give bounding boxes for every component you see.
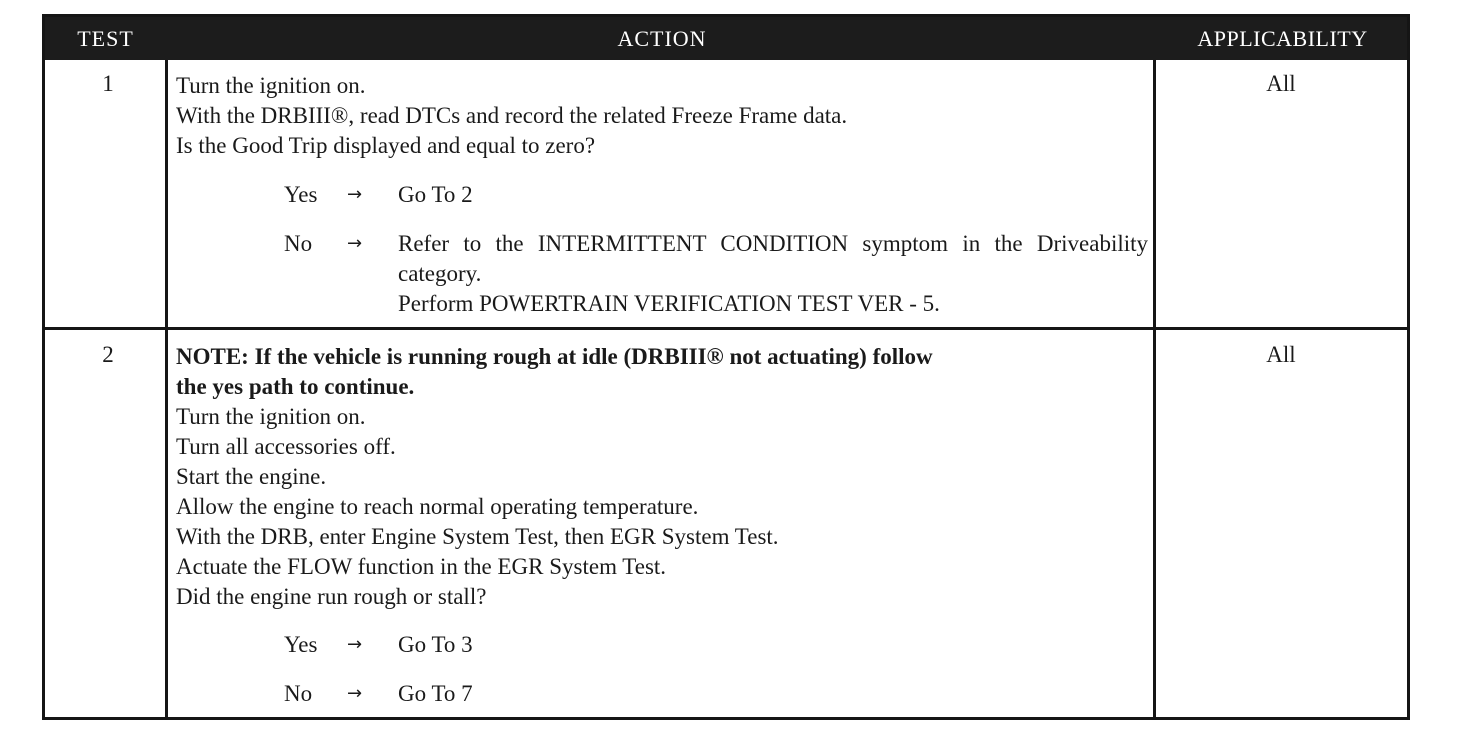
action-line: Is the Good Trip displayed and equal to zero? [176, 133, 596, 158]
action-line: Turn the ignition on. [176, 404, 366, 429]
no-target: Refer to the INTERMITTENT CONDITION symptom in the Driveability category. [398, 231, 1148, 286]
action-steps [176, 71, 847, 161]
no-target-continued: Perform POWERTRAIN VERIFICATION TEST VER - 5. [398, 291, 940, 316]
action-line: Actuate the FLOW function in the EGR System Test. [176, 554, 667, 579]
note-text: the yes path to continue. [176, 374, 415, 399]
header-test: TEST [77, 26, 134, 51]
column-divider [1153, 60, 1156, 720]
action-line: With the DRBIII®, read DTCs and record the related Freeze Frame data. [176, 103, 848, 128]
test-number: 1 [102, 71, 114, 96]
no-label: No [284, 681, 313, 706]
action-line: Turn the ignition on. [176, 73, 366, 98]
diagnostic-table [42, 14, 1410, 720]
arrow-icon: → [347, 184, 363, 205]
applicability-value: All [1266, 342, 1296, 367]
header-action: ACTION [617, 26, 707, 51]
table-header [45, 17, 1407, 60]
header-applicability: APPLICABILITY [1197, 26, 1368, 51]
test-number: 2 [102, 342, 114, 367]
note-text: NOTE: If the vehicle is running rough at idle (DRBIII® not actuating) follow [176, 344, 933, 369]
yes-label: Yes [284, 182, 318, 207]
row-divider [45, 327, 1407, 330]
yes-target: Go To 3 [398, 632, 473, 657]
arrow-icon: → [347, 634, 363, 655]
action-line: With the DRB, enter Engine System Test, then EGR System Test. [176, 524, 779, 549]
arrow-icon: → [347, 683, 363, 704]
applicability-value: All [1266, 71, 1296, 96]
no-target: Go To 7 [398, 681, 473, 706]
no-label: No [284, 231, 313, 256]
action-line: Start the engine. [176, 464, 327, 489]
action-line: Did the engine run rough or stall? [176, 584, 487, 609]
action-steps [176, 342, 933, 612]
action-line: Allow the engine to reach normal operating temperature. [176, 494, 699, 519]
column-divider [165, 60, 168, 720]
yes-target: Go To 2 [398, 182, 473, 207]
arrow-icon: → [347, 233, 363, 254]
action-line: Turn all accessories off. [176, 434, 396, 459]
yes-label: Yes [284, 632, 318, 657]
